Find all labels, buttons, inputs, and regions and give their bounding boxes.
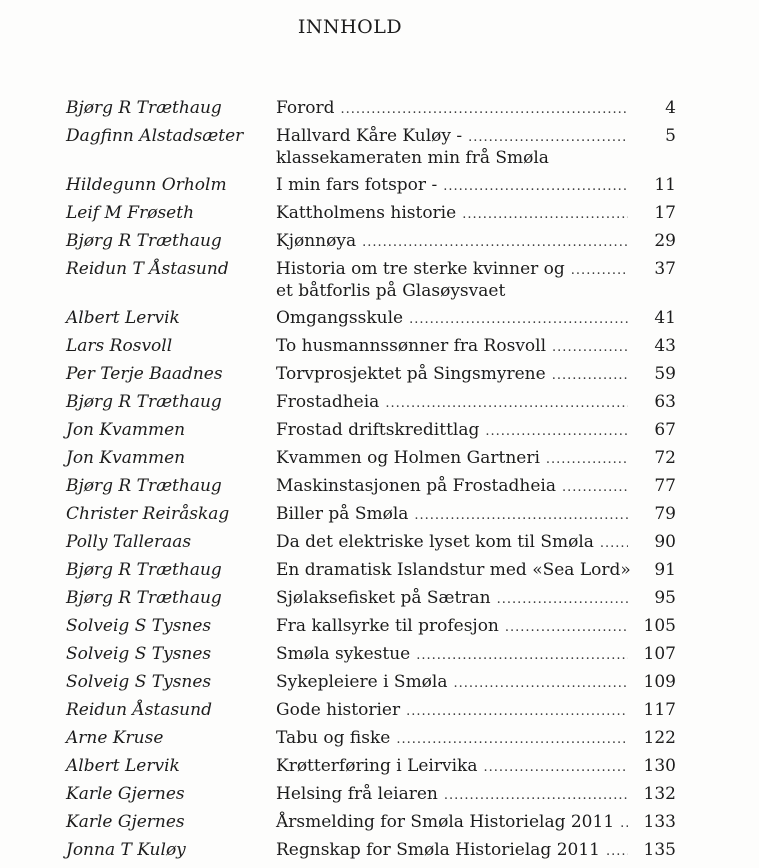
entry-page-number: 11 <box>654 175 676 195</box>
entry-title: Tabu og fiske <box>276 728 391 748</box>
dot-leader <box>340 99 628 120</box>
entry-title: Torvprosjektet på Singsmyrene <box>276 364 546 384</box>
toc-entry <box>0 231 759 253</box>
toc-entry <box>0 532 759 554</box>
entry-title: Helsing frå leiaren <box>276 784 438 804</box>
toc-entry <box>0 476 759 498</box>
entry-title-line <box>276 616 628 638</box>
entry-title: I min fars fotspor - <box>276 175 438 195</box>
entry-title-line <box>276 476 628 498</box>
entry-title: Hallvard Kåre Kuløy - <box>276 126 463 146</box>
entry-title-column <box>276 644 628 666</box>
table-of-contents <box>0 98 759 868</box>
dot-leader <box>406 701 628 722</box>
dot-leader <box>385 393 628 414</box>
toc-entry <box>0 98 759 120</box>
dot-leader <box>409 309 628 330</box>
entry-title-line <box>276 588 628 610</box>
entry-author: Albert Lervik <box>66 308 180 328</box>
dot-leader <box>462 204 628 225</box>
toc-entry <box>0 812 759 834</box>
dot-leader <box>606 841 628 862</box>
entry-title-line <box>276 336 628 358</box>
entry-title-column <box>276 700 628 722</box>
entry-author: Per Terje Baadnes <box>66 364 223 384</box>
entry-page-number: 59 <box>654 364 676 384</box>
entry-title-column <box>276 126 628 169</box>
entry-title: Biller på Smøla <box>276 504 409 524</box>
toc-entry <box>0 616 759 638</box>
entry-title-column <box>276 672 628 694</box>
dot-leader <box>443 176 628 197</box>
toc-entry <box>0 560 759 582</box>
entry-title-line <box>276 203 628 225</box>
toc-entry <box>0 448 759 470</box>
dot-leader <box>497 589 628 610</box>
dot-leader <box>571 260 628 281</box>
entry-title: Smøla sykestue <box>276 644 411 664</box>
dot-leader <box>454 673 629 694</box>
entry-author: Reidun T Åstasund <box>66 259 229 279</box>
entry-page-number: 41 <box>654 308 676 328</box>
entry-title-column <box>276 560 631 582</box>
entry-author: Bjørg R Træthaug <box>66 476 222 496</box>
entry-title-column <box>276 392 628 414</box>
entry-page-number: 43 <box>654 336 676 356</box>
toc-entry <box>0 504 759 526</box>
entry-title: Krøtterføring i Leirvika <box>276 756 478 776</box>
entry-page-number: 117 <box>643 700 676 720</box>
dot-leader <box>362 232 628 253</box>
entry-title-column <box>276 364 628 386</box>
entry-title-line <box>276 812 628 834</box>
entry-title: Kattholmens historie <box>276 203 457 223</box>
entry-title-line <box>276 364 628 386</box>
entry-title: Regnskap for Smøla Historielag 2011 <box>276 840 600 860</box>
entry-page-number: 91 <box>654 560 676 580</box>
entry-title-line <box>276 448 628 470</box>
entry-title-line <box>276 420 628 442</box>
dot-leader <box>468 127 628 148</box>
entry-page-number: 122 <box>643 728 676 748</box>
entry-page-number: 90 <box>654 532 676 552</box>
toc-entry <box>0 700 759 722</box>
entry-title-line <box>276 98 628 120</box>
toc-entry <box>0 126 759 169</box>
entry-title: Frostadheia <box>276 392 380 412</box>
entry-title-column <box>276 756 628 778</box>
entry-page-number: 63 <box>654 392 676 412</box>
entry-title-column <box>276 812 628 834</box>
entry-page-number: 67 <box>654 420 676 440</box>
entry-title: Gode historier <box>276 700 401 720</box>
entry-title: Frostad driftskredittlag <box>276 420 480 440</box>
entry-author: Solveig S Tysnes <box>66 616 212 636</box>
entry-title-column <box>276 728 628 750</box>
entry-title: To husmannssønner fra Rosvoll <box>276 336 547 356</box>
entry-page-number: 95 <box>654 588 676 608</box>
toc-entry <box>0 644 759 666</box>
dot-leader <box>546 449 628 470</box>
toc-entry <box>0 756 759 778</box>
entry-title: Da det elektriske lyset kom til Smøla <box>276 532 594 552</box>
entry-page-number: 72 <box>654 448 676 468</box>
entry-title: Fra kallsyrke til profesjon <box>276 616 499 636</box>
entry-title-column <box>276 476 628 498</box>
entry-title-line <box>276 784 628 806</box>
entry-author: Jon Kvammen <box>66 420 186 440</box>
entry-author: Jonna T Kuløy <box>66 840 186 860</box>
page-title: INNHOLD <box>297 16 403 38</box>
entry-title-continued: klassekameraten min frå Smøla <box>276 148 549 168</box>
entry-page-number: 29 <box>654 231 676 251</box>
entry-page-number: 79 <box>654 504 676 524</box>
dot-leader <box>414 505 628 526</box>
entry-title-column <box>276 588 628 610</box>
entry-page-number: 77 <box>654 476 676 496</box>
entry-page-number: 37 <box>654 259 676 279</box>
toc-entry <box>0 392 759 414</box>
entry-page-number: 105 <box>643 616 676 636</box>
entry-author: Arne Kruse <box>66 728 164 748</box>
toc-entry <box>0 364 759 386</box>
entry-title-line <box>276 728 628 750</box>
entry-title: Historia om tre sterke kvinner og <box>276 259 565 279</box>
entry-page-number: 17 <box>654 203 676 223</box>
entry-author: Hildegunn Orholm <box>66 175 227 195</box>
entry-title: Kvammen og Holmen Gartneri <box>276 448 540 468</box>
toc-entry <box>0 672 759 694</box>
dot-leader <box>416 645 628 666</box>
toc-entry <box>0 259 759 302</box>
entry-title-column <box>276 448 628 470</box>
toc-entry <box>0 336 759 358</box>
entry-title-column <box>276 336 628 358</box>
toc-entry <box>0 784 759 806</box>
entry-author: Dagfinn Alstadsæter <box>66 126 244 146</box>
entry-title-column <box>276 98 628 120</box>
entry-title-line <box>276 504 628 526</box>
dot-leader <box>396 729 628 750</box>
dot-leader <box>600 533 628 554</box>
entry-title-column <box>276 420 628 442</box>
toc-entry <box>0 203 759 225</box>
entry-title-line <box>276 126 628 148</box>
entry-title: Maskinstasjonen på Frostadheia <box>276 476 556 496</box>
toc-entry <box>0 588 759 610</box>
dot-leader <box>620 813 628 834</box>
entry-page-number: 4 <box>665 98 676 118</box>
toc-entry <box>0 420 759 442</box>
entry-title-column <box>276 504 628 526</box>
entry-title-column <box>276 231 628 253</box>
entry-author: Bjørg R Træthaug <box>66 231 222 251</box>
entry-title: Forord <box>276 98 335 118</box>
entry-author: Solveig S Tysnes <box>66 644 212 664</box>
entry-title-line <box>276 672 628 694</box>
entry-title-column <box>276 203 628 225</box>
dot-leader <box>552 337 628 358</box>
entry-author: Karle Gjernes <box>66 812 185 832</box>
entry-title: Årsmelding for Smøla Historielag 2011 <box>276 812 615 832</box>
entry-title: Sykepleiere i Smøla <box>276 672 448 692</box>
entry-author: Polly Talleraas <box>66 532 192 552</box>
entry-title-column <box>276 840 628 862</box>
entry-title: Kjønnøya <box>276 231 357 251</box>
dot-leader <box>552 365 628 386</box>
entry-title-line <box>276 308 628 330</box>
entry-title-column <box>276 175 628 197</box>
entry-title-line <box>276 392 628 414</box>
entry-author: Bjørg R Træthaug <box>66 588 222 608</box>
entry-title-line <box>276 644 628 666</box>
entry-title-line <box>276 840 628 862</box>
entry-title-column <box>276 308 628 330</box>
entry-page-number: 130 <box>643 756 676 776</box>
entry-title-line <box>276 231 628 253</box>
entry-author: Solveig S Tysnes <box>66 672 212 692</box>
entry-author: Leif M Frøseth <box>66 203 195 223</box>
entry-page-number: 107 <box>643 644 676 664</box>
entry-title: Sjølaksefisket på Sætran <box>276 588 491 608</box>
entry-page-number: 109 <box>643 672 676 692</box>
entry-page-number: 5 <box>665 126 676 146</box>
entry-author: Christer Reiråskag <box>66 504 230 524</box>
entry-title: En dramatisk Islandstur med «Sea Lord» <box>276 560 631 580</box>
entry-title-column <box>276 259 628 302</box>
dot-leader <box>483 757 628 778</box>
entry-author: Albert Lervik <box>66 756 180 776</box>
entry-author: Bjørg R Træthaug <box>66 560 222 580</box>
entry-title-line <box>276 756 628 778</box>
entry-title-column <box>276 532 628 554</box>
entry-author: Lars Rosvoll <box>66 336 173 356</box>
entry-page-number: 133 <box>643 812 676 832</box>
entry-title-continued: et båtforlis på Glasøysvaet <box>276 281 506 301</box>
dot-leader <box>485 421 628 442</box>
entry-title-line <box>276 175 628 197</box>
dot-leader <box>562 477 628 498</box>
entry-page-number: 132 <box>643 784 676 804</box>
entry-title-line <box>276 259 628 281</box>
toc-entry <box>0 728 759 750</box>
entry-author: Reidun Åstasund <box>66 700 212 720</box>
toc-entry <box>0 840 759 862</box>
entry-author: Bjørg R Træthaug <box>66 392 222 412</box>
entry-title: Omgangsskule <box>276 308 404 328</box>
entry-title-line <box>276 532 628 554</box>
dot-leader <box>505 617 628 638</box>
toc-entry <box>0 308 759 330</box>
entry-title-column <box>276 616 628 638</box>
entry-author: Karle Gjernes <box>66 784 185 804</box>
entry-title-column <box>276 784 628 806</box>
toc-entry <box>0 175 759 197</box>
entry-title-line <box>276 700 628 722</box>
entry-author: Bjørg R Træthaug <box>66 98 222 118</box>
entry-title-line <box>276 560 631 582</box>
entry-author: Jon Kvammen <box>66 448 186 468</box>
dot-leader <box>444 785 628 806</box>
entry-page-number: 135 <box>643 840 676 860</box>
